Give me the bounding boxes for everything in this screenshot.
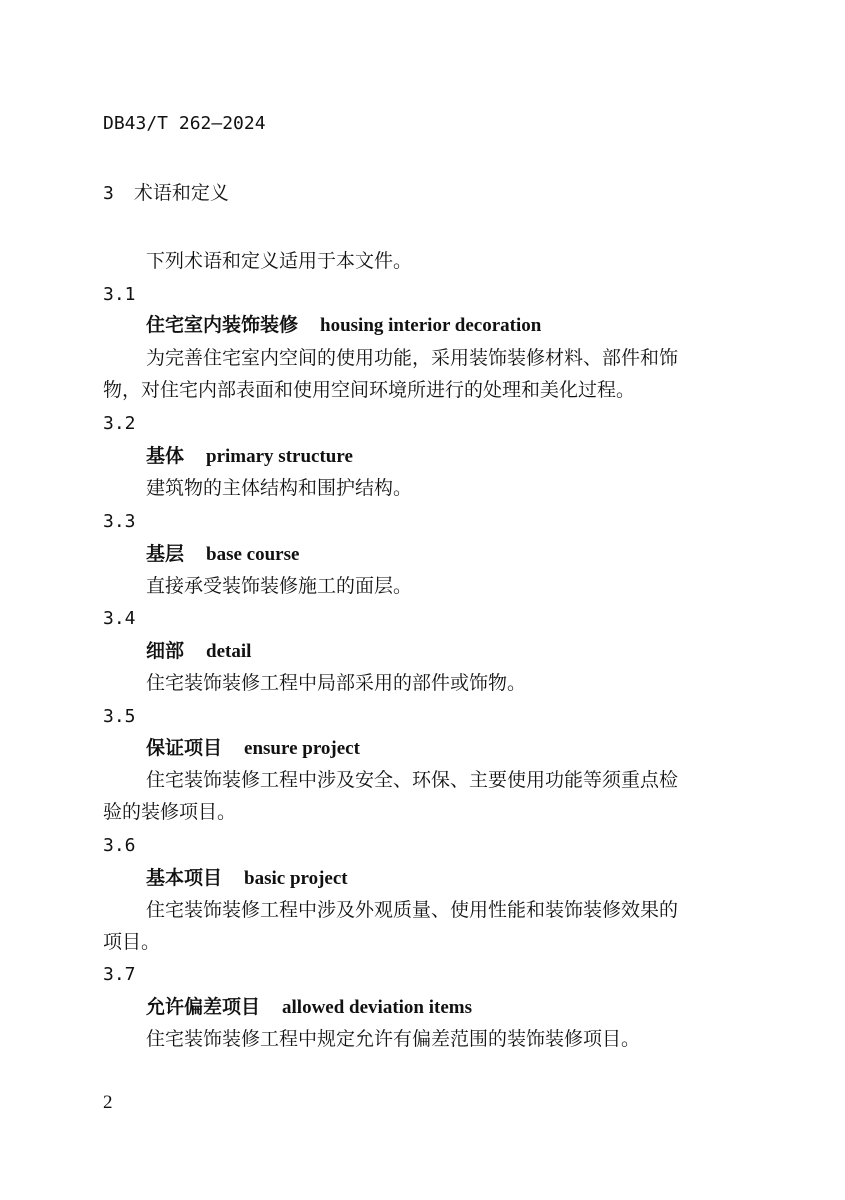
term-heading — [146, 316, 541, 335]
term-name-zh: 保证项目 — [146, 737, 223, 759]
document-code: DB43/T 262—2024 — [103, 113, 266, 134]
page-number: 2 — [103, 1092, 113, 1113]
term-definition: 项目。 — [103, 931, 161, 953]
term-heading — [146, 447, 353, 466]
term-name-en: housing interior decoration — [320, 315, 542, 336]
term-number: 3.3 — [103, 511, 136, 532]
section-heading — [103, 184, 229, 203]
term-number: 3.4 — [103, 608, 136, 629]
term-definition: 验的装修项目。 — [103, 801, 237, 823]
term-name-en: allowed deviation items — [282, 997, 473, 1018]
term-definition: 物，对住宅内部表面和使用空间环境所进行的处理和美化过程。 — [103, 379, 636, 401]
section-title: 术语和定义 — [133, 182, 229, 204]
term-number: 3.2 — [103, 413, 136, 434]
term-number: 3.5 — [103, 706, 136, 727]
term-name-zh: 允许偏差项目 — [146, 996, 261, 1018]
term-name-zh: 住宅室内装饰装修 — [146, 314, 299, 336]
term-definition: 为完善住宅室内空间的使用功能，采用装饰装修材料、部件和饰 — [146, 347, 679, 369]
term-heading — [146, 869, 348, 888]
term-definition: 住宅装饰装修工程中规定允许有偏差范围的装饰装修项目。 — [146, 1028, 641, 1050]
term-definition: 住宅装饰装修工程中局部采用的部件或饰物。 — [146, 672, 527, 694]
term-number: 3.6 — [103, 835, 136, 856]
term-heading — [146, 545, 299, 564]
term-heading — [146, 739, 360, 758]
term-number: 3.1 — [103, 284, 136, 305]
term-name-zh: 基层 — [146, 543, 185, 565]
term-name-zh: 细部 — [146, 640, 185, 662]
term-name-en: ensure project — [244, 738, 360, 759]
term-heading — [146, 998, 472, 1017]
term-definition: 住宅装饰装修工程中涉及安全、环保、主要使用功能等须重点检 — [146, 769, 679, 791]
intro-text: 下列术语和定义适用于本文件。 — [146, 250, 413, 272]
term-number: 3.7 — [103, 964, 136, 985]
term-name-en: detail — [206, 641, 252, 662]
term-name-en: basic project — [244, 868, 348, 889]
term-name-zh: 基体 — [146, 445, 185, 467]
term-name-en: base course — [206, 544, 300, 565]
section-number: 3 — [103, 183, 114, 204]
term-definition: 直接承受装饰装修施工的面层。 — [146, 575, 413, 597]
term-definition: 住宅装饰装修工程中涉及外观质量、使用性能和装饰装修效果的 — [146, 899, 679, 921]
term-definition: 建筑物的主体结构和围护结构。 — [146, 477, 413, 499]
term-heading — [146, 642, 251, 661]
term-name-en: primary structure — [206, 446, 353, 467]
term-name-zh: 基本项目 — [146, 867, 223, 889]
